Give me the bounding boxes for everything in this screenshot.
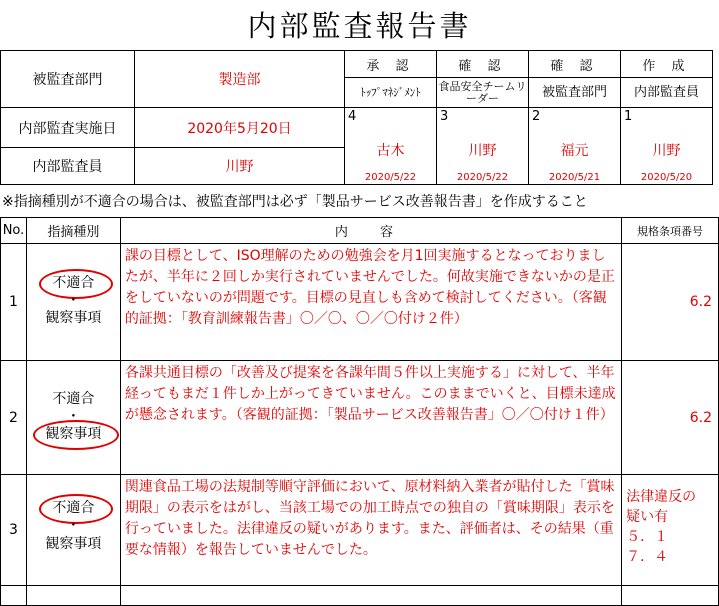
finding-content[interactable]: 各課共通目標の「改善及び提案を各課年間５件以上実施する」に対して、半年経ってもまだ１件しか上がってきていません。このままでいくと、目標未達成が懸念されます。（客観的証拠：「製品サービス改善報告書」〇／〇付け１件） bbox=[120, 361, 621, 475]
instruction-note: ※指摘種別が不適合の場合は、被監査部門は必ず「製品サービス改善報告書」を作成すること bbox=[2, 194, 588, 210]
date-value[interactable]: 2020年5月20日 bbox=[135, 108, 345, 148]
approval-role-2: 食品安全チームリーダー bbox=[437, 78, 529, 108]
category-cell[interactable] bbox=[26, 244, 120, 361]
category-observe: 観察事項 bbox=[45, 310, 102, 326]
table-row bbox=[1, 475, 719, 586]
approval-head-4: 作 成 bbox=[621, 51, 713, 78]
category-dot: ・ bbox=[66, 518, 81, 534]
date-label: 内部監査実施日 bbox=[1, 108, 135, 148]
table-row bbox=[1, 361, 719, 475]
category-observe: 観察事項 bbox=[45, 426, 102, 442]
row-number: 1 bbox=[1, 244, 27, 361]
approval-name: 古木 bbox=[376, 143, 405, 159]
clause-line: ７．４ bbox=[626, 549, 669, 565]
clause-line: 疑い有 bbox=[626, 509, 669, 525]
approval-cell-1[interactable] bbox=[345, 108, 437, 185]
col-header-clause: 規格条項番号 bbox=[622, 218, 719, 244]
finding-content[interactable]: 課の目標として、ISO理解のための勉強会を月1回実施するとなっておりましたが、半年に２回しか実行されていませんでした。何故実施できないかの是正をしていないのが問題です。目標の見直しも含めて検討してください。（客観的証拠：「教育訓練報告書」〇／〇、〇／〇付け２件） bbox=[120, 244, 621, 361]
approval-step: 2 bbox=[532, 109, 541, 124]
dept-label: 被監査部門 bbox=[1, 51, 135, 108]
row-number: 3 bbox=[1, 475, 27, 586]
category-nonconform: 不適合 bbox=[52, 391, 95, 407]
approval-role-4: 内部監査員 bbox=[621, 78, 713, 108]
finding-content[interactable]: 関連食品工場の法規制等順守評価において、原材料納入業者が貼付した「賞味期限」の表示をはがし、当該工場での加工時点での独自の「賞味期限」表示を行っていました。法律違反の疑いがあります。また、評価者は、その結果（重要な情報）を報告していませんでした。 bbox=[120, 475, 621, 586]
approval-role-3: 被監査部門 bbox=[529, 78, 621, 108]
approval-date: 2020/5/21 bbox=[548, 172, 601, 183]
clause-line: ５．１ bbox=[626, 529, 669, 545]
category-dot: ・ bbox=[66, 293, 81, 309]
approval-role-1: ﾄｯﾌﾟﾏﾈｼﾞﾒﾝﾄ bbox=[345, 78, 437, 108]
approval-name: 福元 bbox=[560, 143, 589, 159]
category-cell[interactable] bbox=[26, 475, 120, 586]
category-observe: 観察事項 bbox=[45, 536, 102, 552]
auditor-value[interactable]: 川野 bbox=[135, 148, 345, 185]
clause-line: 法律違反の bbox=[626, 489, 697, 505]
category-cell[interactable] bbox=[26, 361, 120, 475]
approval-step: 1 bbox=[624, 109, 633, 124]
approval-head-3: 確 認 bbox=[529, 51, 621, 78]
approval-cell-4[interactable] bbox=[621, 108, 713, 185]
dept-value[interactable]: 製造部 bbox=[135, 51, 345, 108]
approval-name: 川野 bbox=[652, 143, 681, 159]
col-header-no: No. bbox=[1, 218, 27, 244]
header-table bbox=[0, 50, 713, 185]
approval-step: 3 bbox=[440, 109, 449, 124]
approval-date: 2020/5/22 bbox=[456, 172, 509, 183]
clause-number[interactable]: 6.2 bbox=[622, 244, 719, 361]
findings-table bbox=[0, 217, 719, 606]
page-title: 内部監査報告書 bbox=[247, 9, 472, 43]
approval-cell-3[interactable] bbox=[529, 108, 621, 185]
approval-step: 4 bbox=[348, 109, 357, 124]
category-dot: ・ bbox=[66, 409, 81, 425]
table-row bbox=[1, 244, 719, 361]
col-header-type: 指摘種別 bbox=[26, 218, 120, 244]
approval-date: 2020/5/22 bbox=[364, 172, 417, 183]
row-number: 2 bbox=[1, 361, 27, 475]
approval-cell-2[interactable] bbox=[437, 108, 529, 185]
clause-number[interactable] bbox=[622, 475, 719, 586]
category-nonconform: 不適合 bbox=[52, 275, 95, 291]
approval-head-2: 確 認 bbox=[437, 51, 529, 78]
approval-date: 2020/5/20 bbox=[640, 172, 693, 183]
col-header-content: 内 容 bbox=[120, 218, 621, 244]
approval-name: 川野 bbox=[468, 143, 497, 159]
category-nonconform: 不適合 bbox=[52, 500, 95, 516]
approval-head-1: 承 認 bbox=[345, 51, 437, 78]
auditor-label: 内部監査員 bbox=[1, 148, 135, 185]
clause-number[interactable]: 6.2 bbox=[622, 361, 719, 475]
